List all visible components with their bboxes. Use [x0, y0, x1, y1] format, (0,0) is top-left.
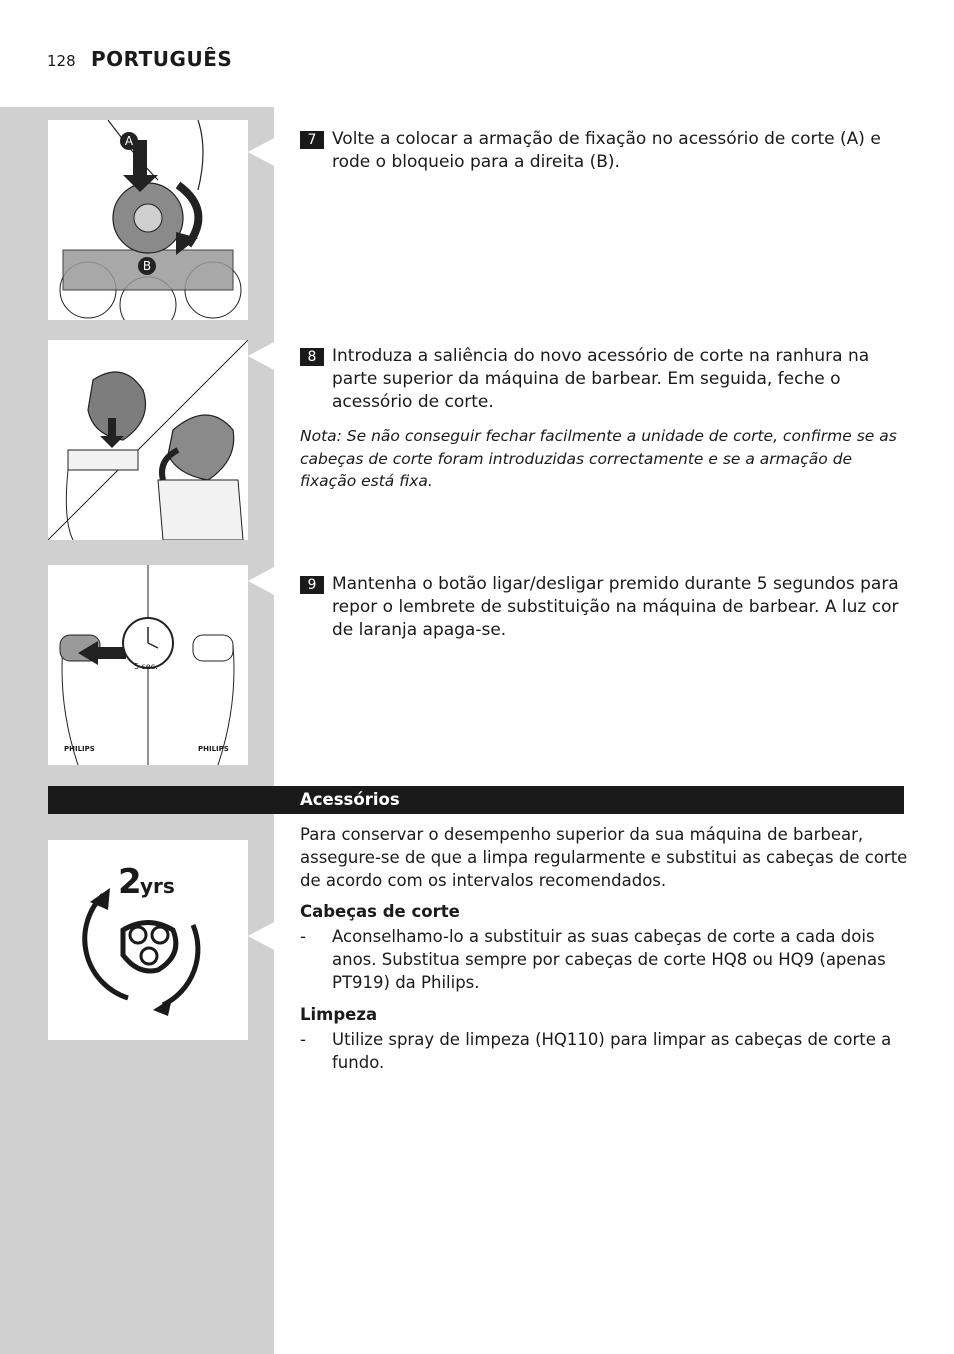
illustration-step-9 — [48, 565, 248, 765]
step-number: 8 — [300, 348, 324, 366]
bullet-text: Utilize spray de limpeza (HQ110) para limpar as cabeças de corte a fundo. — [332, 1030, 892, 1072]
step-number: 7 — [300, 131, 324, 149]
bullet-dash: - — [300, 1030, 306, 1049]
step-text: Mantenha o botão ligar/desligar premido durante 5 segundos para repor o lembrete de substituição na máquina de barbear. A luz cor de laranja apaga-se. — [332, 574, 899, 640]
pointer-step-8 — [248, 342, 274, 370]
shaver-cutting-unit-close-illustration — [48, 340, 248, 540]
step-7 — [300, 128, 908, 174]
pointer-step-9 — [248, 567, 274, 595]
timer-label: 5 sec. — [134, 662, 158, 671]
heads-bullet — [300, 925, 908, 994]
pointer-accessories — [248, 922, 274, 950]
replace-every-2-years-icon — [48, 840, 248, 1040]
bullet-text: Aconselhamo-lo a substituir as suas cabeças de corte a cada dois anos. Substitua sempre por cabeças de corte HQ8 ou HQ9 (apenas PT919) da Philips. — [332, 927, 886, 992]
years-unit: yrs — [140, 874, 175, 898]
language-title: PORTUGUÊS — [91, 47, 233, 71]
note-text: Nota: Se não conseguir fechar facilmente a unidade de corte, confirme se as cabeças de corte foram introduzidas correctamente e se a armação de fixação está fixa. — [300, 427, 897, 490]
step-number: 9 — [300, 576, 324, 594]
label-a-marker: A — [120, 132, 138, 150]
heads-heading: Cabeças de corte — [300, 902, 460, 921]
bullet-dash: - — [300, 927, 306, 946]
step-text: Volte a colocar a armação de fixação no acessório de corte (A) e rode o bloqueio para a direita (B). — [332, 129, 881, 172]
illustration-step-7 — [48, 120, 248, 320]
brand-label-left: PHILIPS — [64, 745, 95, 753]
pointer-step-7 — [248, 138, 274, 166]
accessories-intro: Para conservar o desempenho superior da sua máquina de barbear, assegure-se de que a limpa regularmente e substitui as cabeças de corte de acordo com os intervalos recomendados. — [300, 825, 908, 890]
step-8 — [300, 345, 908, 414]
step-text: Introduza a saliência do novo acessório de corte na ranhura na parte superior da máquina de barbear. Em seguida, feche o acessório de corte. — [332, 346, 870, 412]
page-number: 128 — [47, 52, 76, 70]
years-number: 2 — [118, 862, 142, 902]
section-header-accessories — [48, 786, 904, 814]
shaver-cutting-unit-lock-illustration — [48, 120, 248, 320]
section-title: Acessórios — [300, 790, 400, 809]
cleaning-heading: Limpeza — [300, 1005, 378, 1024]
illustration-accessories — [48, 840, 248, 1040]
illustration-step-8 — [48, 340, 248, 540]
label-b-marker: B — [138, 257, 156, 275]
step-9 — [300, 573, 908, 642]
brand-label-right: PHILIPS — [198, 745, 229, 753]
cleaning-bullet — [300, 1028, 908, 1074]
